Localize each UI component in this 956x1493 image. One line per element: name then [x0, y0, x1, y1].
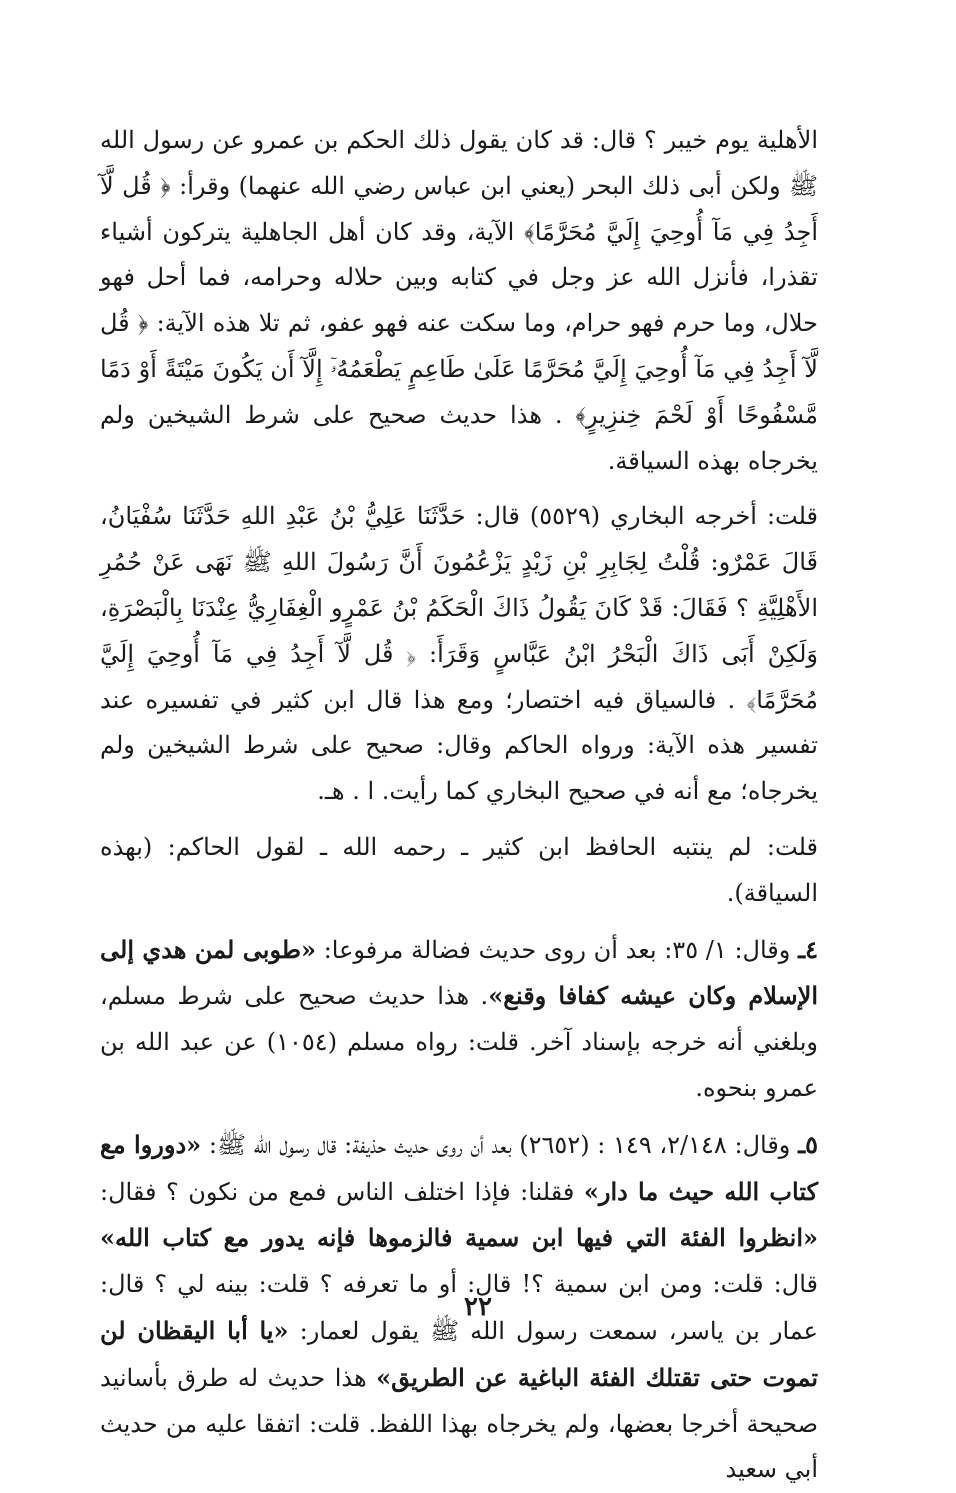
item-5-intro: وقال: ٢/١٤٨، ١٤٩ : (٢٦٥٢) بعد أن روى حديث حذيفة: قال رسول الله ﷺ: — [201, 1130, 799, 1159]
item-4-intro: وقال: ١/ ٣٥: بعد أن روى حديث فضالة مرفوعا: — [315, 935, 799, 964]
page-number: ٢٢ — [464, 1292, 492, 1322]
item-5-hadith-1: «دوروا مع كتاب الله حيث ما دار» — [100, 1129, 819, 1206]
item-5-text-3: هذا حديث له طرق بأسانيد صحيحة أخرجا بعضها، ولم يخرجاه بهذا اللفظ. قلت: اتفقا عليه من حديث أبي سعيد — [100, 1363, 818, 1484]
item-4-number: ٤ـ — [798, 934, 819, 964]
paragraph-1: الأهلية يوم خيبر ؟ قال: قد كان يقول ذلك الحكم بن عمرو عن رسول الله ﷺ ولكن أبى ذلك البحر (يعني ابن عباس رضي الله عنهما) وقرأ: ﴿ قُل لَّآ أَجِدُ فِي مَآ أُوحِيَ إِلَيَّ مُحَرَّمًا﴾ الآية، وقد كان أهل الجاهلية يتركون أشياء تقذرا، فأنزل الله عز وجل في كتابه وبين حلاله وحرامه، فما أحل فهو حلال، وما حرم فهو حرام، وما سكت عنه فهو عفو، ثم تلا هذه الآية: ﴿ قُل لَّآ أَجِدُ فِي مَآ أُوحِيَ إِلَيَّ مُحَرَّمًا عَلَىٰ طَاعِمٍ يَطْعَمُهُۥٓ إِلَّآ أَن يَكُونَ مَيْتَةً أَوْ دَمًا مَّسْفُوحًا أَوْ لَحْمَ خِنزِيرٍ﴾ . هذا حديث صحيح على شرط الشيخين ولم يخرجاه بهذه السياقة. — [100, 126, 818, 475]
item-5-text-2: قال: قلت: ومن ابن سمية ؟! قال: أو ما تعرفه ؟ قلت: بينه لي ؟ قال: عمار بن ياسر، سمعت رسول الله ﷺ يقول لعمار: — [100, 1270, 819, 1345]
paragraph-2: قلت: أخرجه البخاري (٥٥٢٩) قال: حَدَّثَنَا عَلِيُّ بْنُ عَبْدِ اللهِ حَدَّثَنَا سُفْيَانُ، قَالَ عَمْرٌو: قُلْتُ لِجَابِرِ بْنِ زَيْدٍ يَزْعُمُونَ أَنَّ رَسُولَ اللهِ ﷺ نَهَى عَنْ حُمُرِ الأَهْلِيَّةِ ؟ فَقَالَ: قَدْ كَانَ يَقُولُ ذَاكَ الْحَكَمُ بْنُ عَمْرٍو الْغِفَارِيُّ عِنْدَنَا بِالْبَصْرَةِ، وَلَكِنْ أَبَى ذَاكَ الْبَحْرُ ابْنُ عَبَّاسٍ وَقَرَأَ: ﴿ قُل لَّآ أَجِدُ فِي مَآ أُوحِيَ إِلَيَّ مُحَرَّمًا﴾ . فالسياق فيه اختصار؛ ومع هذا قال ابن كثير في تفسيره عند تفسير هذه الآية: ورواه الحاكم وقال: صحيح على شرط الشيخين ولم يخرجاه؛ مع أنه في صحيح البخاري كما رأيت. ا . هـ. — [100, 502, 819, 806]
item-4 — [100, 927, 818, 1112]
item-4-rest: . هذا حديث صحيح على شرط مسلم، وبلغني أنه خرجه بإسناد آخر. قلت: رواه مسلم (١٠٥٤) عن عبد الله بن عمرو بنحوه. — [100, 982, 819, 1102]
item-4-hadith: «طوبى لمن هدي إلى الإسلام وكان عيشه كفافا وقنع» — [100, 934, 819, 1011]
page-body — [100, 118, 818, 1493]
item-5-text-1: فقلنا: فإذا اختلف الناس فمع من نكون ؟ فقال: — [100, 1177, 584, 1206]
item-5-hadith-3: «يا أبا اليقظان لن تموت حتى تقتلك الفئة الباغية عن الطريق» — [100, 1315, 818, 1392]
item-5-number: ٥ـ — [798, 1129, 818, 1159]
item-5-hadith-2: «انظروا الفئة التي فيها ابن سمية فالزموها فإنه يدور مع كتاب الله» — [100, 1223, 818, 1253]
paragraph-3: قلت: لم ينتبه الحافظ ابن كثير ـ رحمه الله ـ لقول الحاكم: (بهذه السياقة). — [100, 832, 818, 907]
